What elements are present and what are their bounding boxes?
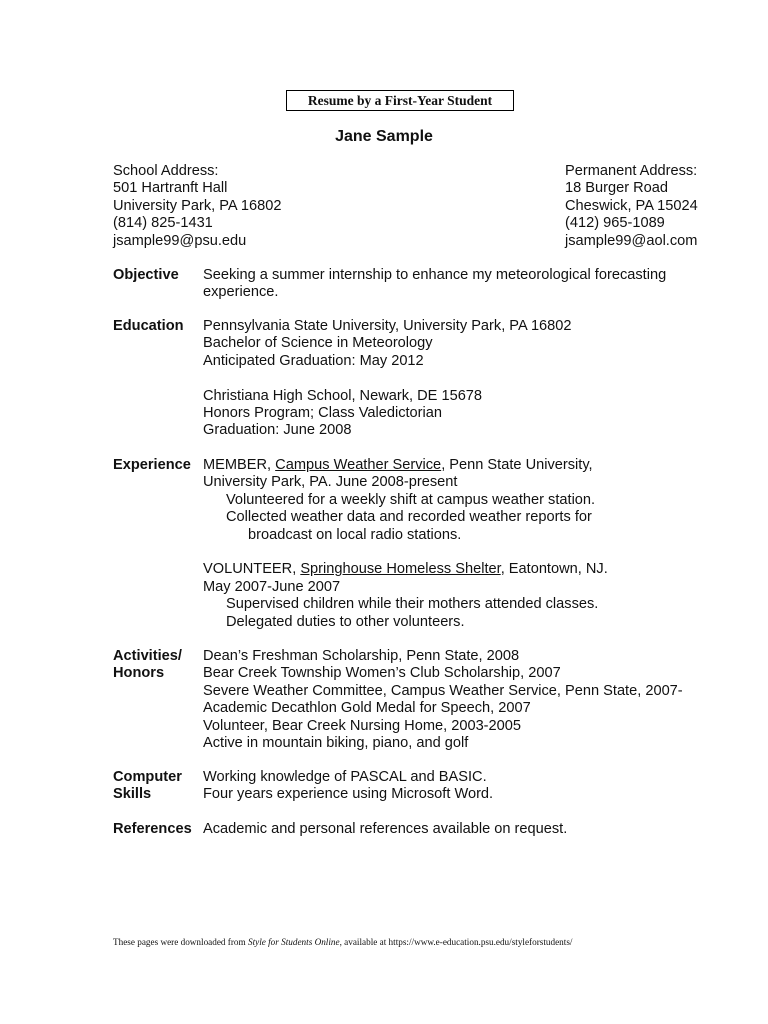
permanent-address-line2: Cheswick, PA 15024 <box>565 197 698 214</box>
footer-source-title: Style for Students Online <box>247 937 340 947</box>
experience-entry <box>203 457 733 544</box>
activity-item: Dean’s Freshman Scholarship, Penn State, 2008 <box>203 648 520 664</box>
references-text: Academic and personal references available on request. <box>203 821 568 837</box>
school-address-block <box>113 163 281 250</box>
footer-prefix: These pages were downloaded from <box>113 937 248 947</box>
references-body <box>203 821 733 838</box>
experience-entry <box>203 561 733 631</box>
activity-item: Active in mountain biking, piano, and golf <box>203 735 469 752</box>
activities-label-line1: Activities/ <box>113 648 182 664</box>
computer-skills-label-line2: Skills <box>113 786 152 803</box>
permanent-phone: (412) 965-1089 <box>565 215 665 232</box>
computer-skills-label-line1: Computer <box>113 769 182 785</box>
school-address-line1: 501 Hartranft Hall <box>113 180 228 197</box>
school-phone: (814) 825-1431 <box>113 215 213 232</box>
job-duty: Supervised children while their mothers attended classes. <box>226 596 599 613</box>
activity-item: Severe Weather Committee, Campus Weather Service, Penn State, 2007- <box>203 682 683 699</box>
job-location-dates: May 2007-June 2007 <box>203 578 341 595</box>
job-place: , Eatontown, NJ. <box>500 561 608 578</box>
resume-heading-box: Resume by a First-Year Student <box>286 90 514 111</box>
job-duty: Collected weather data and recorded weather reports for <box>226 509 592 526</box>
skill-item: Working knowledge of PASCAL and BASIC. <box>203 769 487 785</box>
graduation: Anticipated Graduation: May 2012 <box>203 352 424 369</box>
job-organization: Springhouse Homeless Shelter <box>300 561 501 578</box>
download-footer <box>113 936 572 948</box>
objective-line: Seeking a summer internship to enhance my meteorological forecasting <box>203 267 667 283</box>
school-address-label: School Address: <box>113 163 219 179</box>
job-organization: Campus Weather Service <box>275 457 442 473</box>
school-address-line2: University Park, PA 16802 <box>113 197 282 214</box>
job-duty: Volunteered for a weekly shift at campus weather station. <box>226 491 596 508</box>
objective-label: Objective <box>113 267 179 283</box>
job-duty-continuation: broadcast on local radio stations. <box>248 526 462 543</box>
objective-body <box>203 267 733 302</box>
job-role: MEMBER, <box>203 457 276 473</box>
job-title-line <box>203 457 733 474</box>
job-place: , Penn State University, <box>441 457 593 473</box>
permanent-address-block <box>565 163 698 250</box>
school-name: Pennsylvania State University, University Park, PA 16802 <box>203 318 572 334</box>
applicant-name: Jane Sample <box>335 128 433 145</box>
education-body <box>203 318 733 440</box>
experience-label: Experience <box>113 457 191 473</box>
activity-item: Volunteer, Bear Creek Nursing Home, 2003-2005 <box>203 717 522 734</box>
objective-line: experience. <box>203 284 279 301</box>
school-email: jsample99@psu.edu <box>113 232 247 249</box>
experience-body <box>203 457 733 631</box>
footer-suffix: , available at https://www.e-education.psu.edu/styleforstudents/ <box>339 937 573 947</box>
permanent-address-line1: 18 Burger Road <box>565 180 669 197</box>
education-entry <box>203 388 733 440</box>
permanent-email: jsample99@aol.com <box>565 232 698 249</box>
job-title-line <box>203 561 733 578</box>
education-entry <box>203 318 733 370</box>
job-duty: Delegated duties to other volunteers. <box>226 613 465 630</box>
activities-label <box>113 648 203 683</box>
activities-label-line2: Honors <box>113 665 165 682</box>
activities-body <box>203 648 733 752</box>
activity-item: Academic Decathlon Gold Medal for Speech, 2007 <box>203 700 531 717</box>
references-label: References <box>113 821 192 837</box>
degree: Bachelor of Science in Meteorology <box>203 335 433 352</box>
education-label: Education <box>113 318 184 334</box>
computer-skills-label <box>113 769 203 804</box>
permanent-address-label: Permanent Address: <box>565 163 698 179</box>
job-location-dates: University Park, PA. June 2008-present <box>203 474 458 491</box>
computer-skills-body <box>203 769 733 804</box>
degree: Honors Program; Class Valedictorian <box>203 405 443 422</box>
activity-item: Bear Creek Township Women’s Club Scholarship, 2007 <box>203 665 561 682</box>
job-role: VOLUNTEER, <box>203 561 301 578</box>
graduation: Graduation: June 2008 <box>203 422 352 439</box>
school-name: Christiana High School, Newark, DE 15678 <box>203 387 483 404</box>
skill-item: Four years experience using Microsoft Word. <box>203 786 494 803</box>
